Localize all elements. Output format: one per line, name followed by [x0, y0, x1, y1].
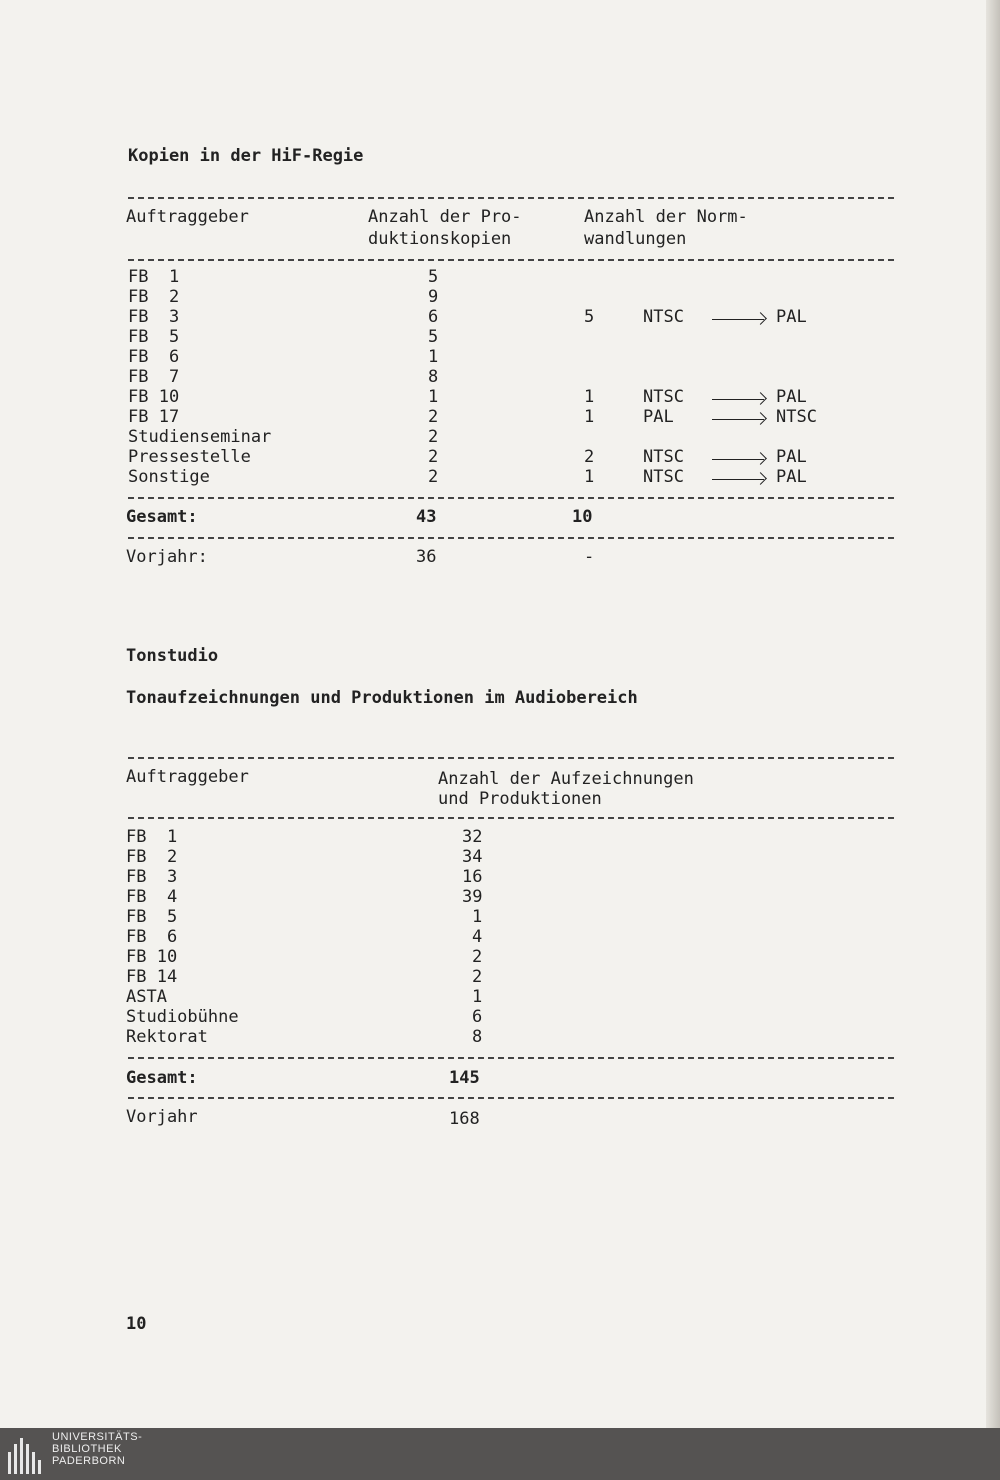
- s2-row-client: FB 10: [126, 947, 178, 967]
- s1-row-copies: 1: [428, 387, 439, 407]
- s1-header-copies-2: duktionskopien: [368, 229, 512, 249]
- divider: [128, 497, 894, 499]
- s2-row-client: FB 2: [126, 847, 178, 867]
- s1-total-count: 43: [416, 507, 437, 527]
- s1-row-client: FB 2: [128, 287, 180, 307]
- s1-header-conversions-2: wandlungen: [584, 229, 687, 249]
- s1-row-copies: 9: [428, 287, 439, 307]
- s2-row-recordings: 2: [472, 947, 483, 967]
- s1-prev-conversions: -: [584, 547, 595, 567]
- s1-row-conversions: 1: [584, 467, 595, 487]
- divider: [128, 817, 894, 819]
- conversion-arrow-icon: [712, 459, 764, 460]
- s2-row-recordings: 1: [472, 987, 483, 1007]
- section2-title: Tonaufzeichnungen und Produktionen im Audiobereich: [126, 688, 638, 708]
- divider: [128, 1057, 894, 1059]
- s1-row-client: FB 3: [128, 307, 180, 327]
- s2-total-count: 145: [449, 1068, 480, 1088]
- s1-row-client: Pressestelle: [128, 447, 251, 467]
- s1-row-from-format: NTSC: [643, 467, 684, 487]
- section2-heading: Tonstudio: [126, 646, 219, 666]
- s1-row-client: Sonstige: [128, 467, 210, 487]
- s1-row-client: FB 10: [128, 387, 180, 407]
- library-logo-icon: [8, 1434, 44, 1474]
- s1-row-to-format: PAL: [776, 387, 807, 407]
- s2-total-label: Gesamt:: [126, 1068, 198, 1088]
- s1-row-to-format: NTSC: [776, 407, 817, 427]
- s1-row-from-format: NTSC: [643, 307, 684, 327]
- s1-row-client: FB 17: [128, 407, 180, 427]
- library-footer: [0, 1428, 1000, 1480]
- s2-row-recordings: 16: [462, 867, 483, 887]
- s1-total-label: Gesamt:: [126, 507, 198, 527]
- conversion-arrow-icon: [712, 419, 764, 420]
- s2-row-client: FB 6: [126, 927, 178, 947]
- s1-row-client: FB 1: [128, 267, 180, 287]
- s2-row-client: Rektorat: [126, 1027, 208, 1047]
- s1-row-client: FB 7: [128, 367, 180, 387]
- s1-row-to-format: PAL: [776, 467, 807, 487]
- s2-row-client: FB 5: [126, 907, 178, 927]
- divider: [128, 197, 894, 199]
- s2-row-recordings: 4: [472, 927, 483, 947]
- s1-row-to-format: PAL: [776, 447, 807, 467]
- s1-row-copies: 2: [428, 407, 439, 427]
- s2-row-recordings: 34: [462, 847, 483, 867]
- s1-total-conversions: 10: [572, 507, 593, 527]
- s1-row-copies: 5: [428, 267, 439, 287]
- s2-header-recordings-1: Anzahl der Aufzeichnungen: [438, 769, 694, 789]
- s1-prev-count: 36: [416, 547, 437, 567]
- s2-header-recordings-2: und Produktionen: [438, 789, 602, 809]
- s2-row-recordings: 2: [472, 967, 483, 987]
- s1-row-to-format: PAL: [776, 307, 807, 327]
- s2-row-client: ASTA: [126, 987, 167, 1007]
- s1-row-client: FB 5: [128, 327, 180, 347]
- library-name: [52, 1431, 142, 1467]
- s1-row-copies: 8: [428, 367, 439, 387]
- s1-row-copies: 2: [428, 447, 439, 467]
- s1-row-from-format: PAL: [643, 407, 674, 427]
- s1-row-client: Studienseminar: [128, 427, 272, 447]
- s2-row-recordings: 1: [472, 907, 483, 927]
- s2-prev-count: 168: [449, 1109, 480, 1129]
- s2-row-client: FB 14: [126, 967, 178, 987]
- s2-row-client: FB 1: [126, 827, 178, 847]
- s1-row-copies: 2: [428, 467, 439, 487]
- s1-row-from-format: NTSC: [643, 387, 684, 407]
- section1-title: Kopien in der HiF-Regie: [128, 146, 364, 166]
- divider: [128, 1097, 894, 1099]
- s2-row-client: FB 3: [126, 867, 178, 887]
- conversion-arrow-icon: [712, 479, 764, 480]
- s1-row-conversions: 1: [584, 407, 595, 427]
- s2-row-client: Studiobühne: [126, 1007, 239, 1027]
- s2-row-recordings: 8: [472, 1027, 483, 1047]
- conversion-arrow-icon: [712, 319, 764, 320]
- s1-row-conversions: 5: [584, 307, 595, 327]
- s2-header-client: Auftraggeber: [126, 767, 249, 787]
- s1-row-copies: 5: [428, 327, 439, 347]
- divider: [128, 259, 894, 261]
- page-number: 10: [126, 1314, 147, 1334]
- s1-row-conversions: 1: [584, 387, 595, 407]
- s2-prev-label: Vorjahr: [126, 1107, 198, 1127]
- s1-header-conversions-1: Anzahl der Norm-: [584, 207, 748, 227]
- divider: [128, 537, 894, 539]
- s2-row-recordings: 32: [462, 827, 483, 847]
- library-name-line3: PADERBORN: [52, 1455, 126, 1467]
- s2-row-recordings: 6: [472, 1007, 483, 1027]
- s1-header-client: Auftraggeber: [126, 207, 249, 227]
- conversion-arrow-icon: [712, 399, 764, 400]
- s1-header-copies-1: Anzahl der Pro-: [368, 207, 522, 227]
- s2-row-recordings: 39: [462, 887, 483, 907]
- s1-row-copies: 6: [428, 307, 439, 327]
- s1-row-copies: 2: [428, 427, 439, 447]
- s1-prev-label: Vorjahr:: [126, 547, 208, 567]
- divider: [128, 757, 894, 759]
- s2-row-client: FB 4: [126, 887, 178, 907]
- s1-row-client: FB 6: [128, 347, 180, 367]
- s1-row-from-format: NTSC: [643, 447, 684, 467]
- s1-row-copies: 1: [428, 347, 439, 367]
- s1-row-conversions: 2: [584, 447, 595, 467]
- library-name-line1: UNIVERSITÄTS-: [52, 1431, 143, 1443]
- library-name-line2: BIBLIOTHEK: [52, 1443, 122, 1455]
